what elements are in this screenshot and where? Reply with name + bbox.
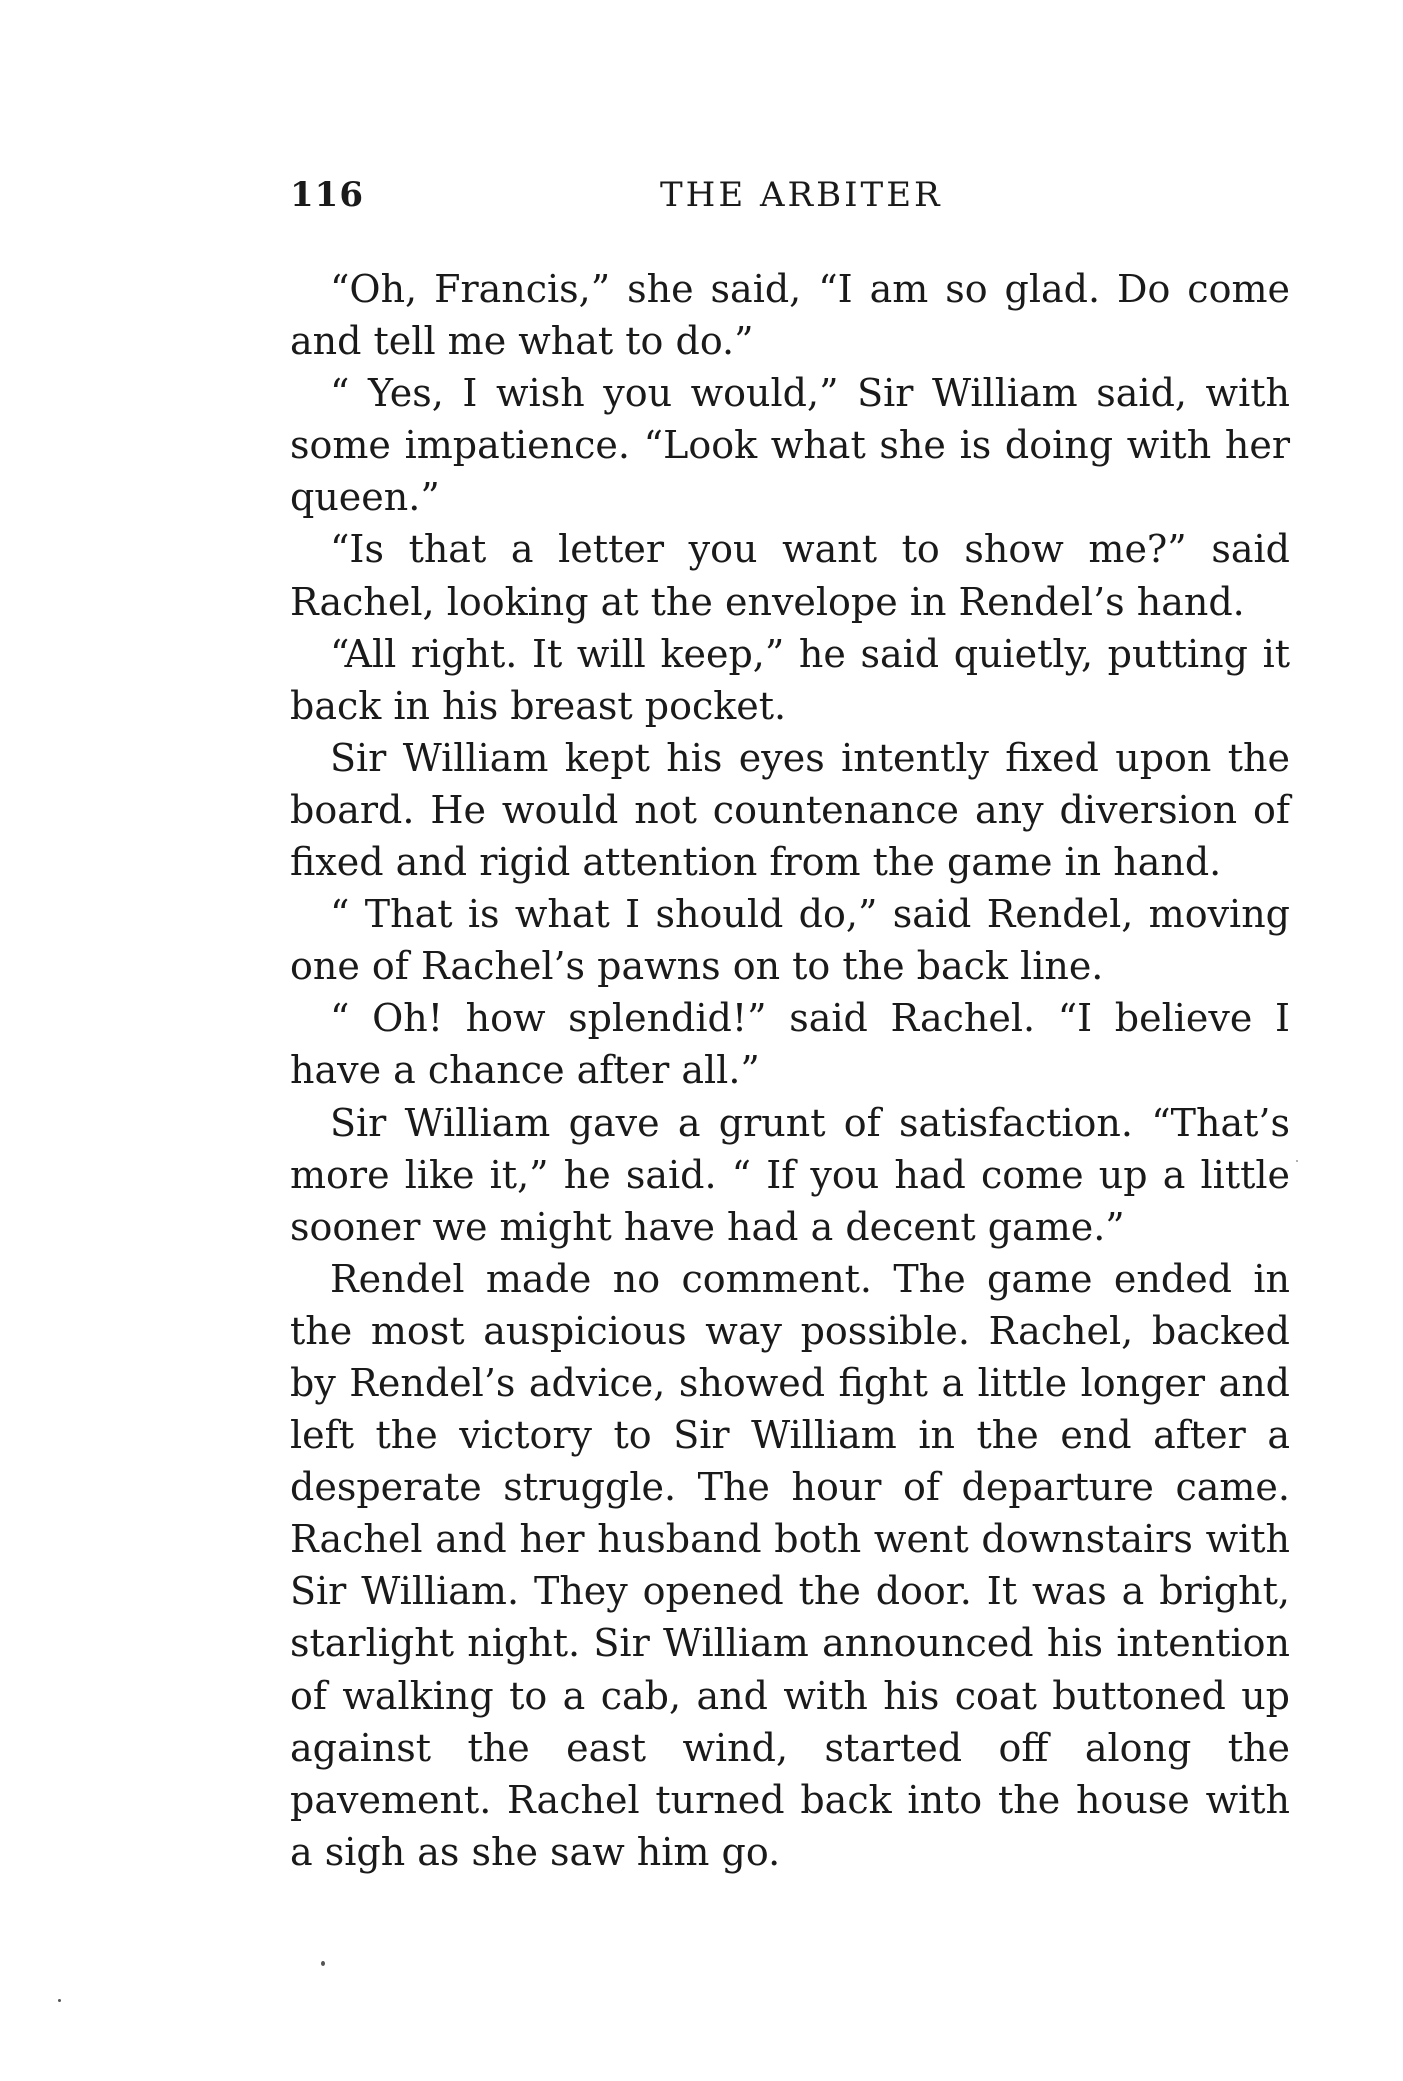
- paragraph: Sir William gave a grunt of satisfaction. “That’s more like it,” he said. “ If you had come up a little sooner we might have had a decent game.”: [290, 1100, 1290, 1249]
- running-title: THE ARBITER: [660, 175, 943, 215]
- paragraph: Rendel made no comment. The game ended in the most auspicious way possible. Rachel, backed by Rendel’s advice, showed fight a little longer and left the victory to Sir William in the end after a desperate struggle. The hour of departure came. Rachel and her husband both went downstairs with Sir William. They opened the door. It was a bright, starlight night. Sir William announced his intention of walking to a cab, and with his coat buttoned up against the east wind, started off along the pavement. Rachel turned back into the house with a sigh as she saw him go.: [290, 1256, 1290, 1874]
- paragraph: “Is that a letter you want to show me?” said Rachel, looking at the envelope in Rendel’s hand.: [290, 527, 1290, 624]
- print-speck: [1296, 1160, 1298, 1162]
- print-speck: [58, 1999, 61, 2002]
- page-header: [290, 175, 1290, 225]
- paragraph: “ Yes, I wish you would,” Sir William said, with some impatience. “Look what she is doing with her queen.”: [290, 371, 1290, 520]
- page-number: 116: [290, 175, 364, 215]
- paragraph: Sir William kept his eyes intently fixed upon the board. He would not countenance any diversion of fixed and rigid attention from the game in hand.: [290, 735, 1290, 885]
- body-text: [290, 263, 1290, 1878]
- paragraph: “ Oh! how splendid!” said Rachel. “I believe I have a chance after all.”: [290, 996, 1290, 1093]
- paragraph: “ That is what I should do,” said Rendel, moving one of Rachel’s pawns on to the back line.: [290, 892, 1290, 989]
- paragraph: “All right. It will keep,” he said quietly, putting it back in his breast pocket.: [290, 631, 1290, 728]
- paragraph: “Oh, Francis,” she said, “I am so glad. Do come and tell me what to do.”: [290, 267, 1290, 364]
- print-speck: [321, 1961, 325, 1966]
